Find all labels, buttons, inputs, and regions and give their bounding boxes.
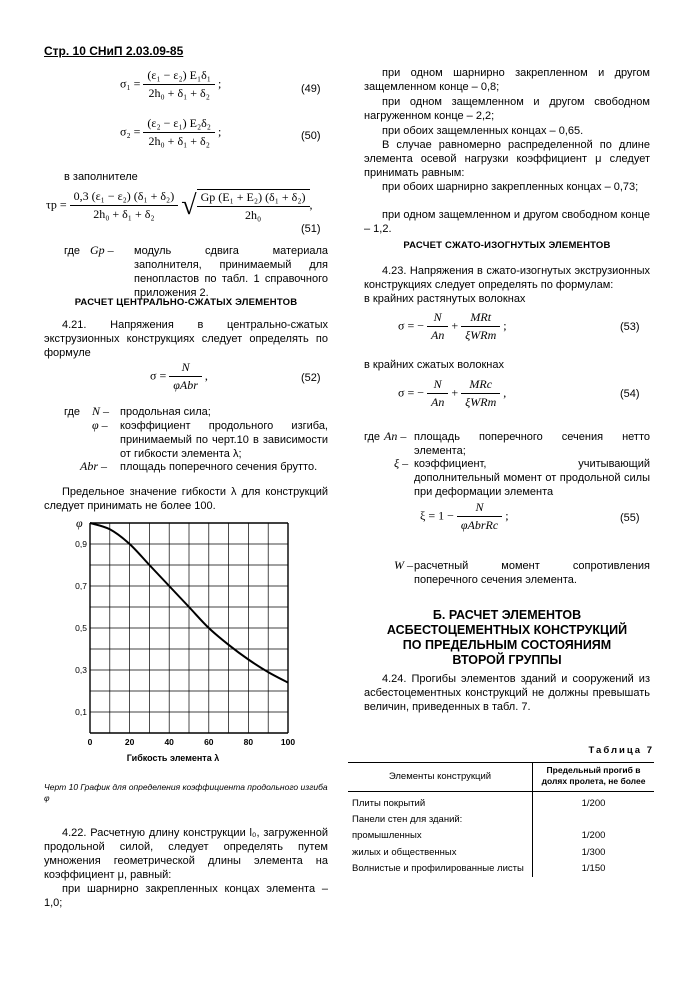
filler-label: в заполнителе bbox=[64, 171, 138, 183]
gp-definition: модуль сдвига материала заполнителя, принимаемый для пенопластов по табл. 1 справочного приложения 2. bbox=[134, 245, 328, 300]
chart-ticks bbox=[75, 539, 295, 747]
an-symbol: An – bbox=[384, 429, 407, 443]
equation-53 bbox=[398, 310, 507, 344]
table-row bbox=[348, 792, 654, 813]
eq55-numerator: N bbox=[457, 500, 502, 517]
eq53-tail: ; bbox=[503, 318, 507, 333]
table-row bbox=[348, 845, 654, 861]
big-heading-line-2: АСБЕСТОЦЕМЕНТНЫХ КОНСТРУКЦИЙ bbox=[386, 623, 628, 637]
x-tick-label: 100 bbox=[280, 737, 296, 747]
table-header-elements: Элементы конструкций bbox=[348, 763, 533, 792]
table-row bbox=[348, 861, 654, 877]
eq51-numerator-2: Gp (E₁ + E₂) (δ₁ + δ₂) bbox=[197, 190, 310, 207]
eq54-plus: + bbox=[451, 385, 459, 400]
eq52-lhs: σ = bbox=[150, 368, 167, 383]
eq54-lhs: σ = − bbox=[398, 385, 425, 400]
eq53-number: (53) bbox=[620, 321, 640, 333]
x-tick-label: 60 bbox=[204, 737, 214, 747]
n-definition: продольная сила; bbox=[120, 406, 211, 418]
eq52-numerator: N bbox=[169, 360, 202, 377]
table-cell-value: 1/150 bbox=[581, 862, 606, 874]
eq50-denominator: 2h₀ + δ₁ + δ₂ bbox=[148, 134, 210, 149]
gp-symbol: Gp – bbox=[90, 243, 114, 257]
table-row bbox=[348, 828, 654, 844]
chart-y-label: φ bbox=[76, 516, 83, 530]
page-header: Стр. 10 СНиП 2.03.09-85 bbox=[44, 44, 184, 58]
big-heading-line-3: ПО ПРЕДЕЛЬНЫМ СОСТОЯНИЯМ bbox=[402, 638, 612, 652]
eq49-lhs: σ₁ = bbox=[120, 76, 141, 91]
paragraph-4-24: 4.24. Прогибы элементов зданий и сооружений из асбестоцементных конструкций не должны превышать величин, приведенных в табл. 7. bbox=[364, 673, 650, 714]
sqrt-sign: √ bbox=[181, 190, 197, 221]
x-tick-label: 80 bbox=[243, 737, 254, 747]
eq55-number: (55) bbox=[620, 512, 640, 524]
eq49-numerator: (ε₁ − ε₂) E₁δ₁ bbox=[143, 68, 215, 85]
where-label-right: где bbox=[364, 431, 381, 443]
eq50-lhs: σ₂ = bbox=[120, 124, 141, 139]
eq54-frac2-den: ξWRm bbox=[465, 395, 497, 410]
equation-49 bbox=[120, 68, 221, 102]
w-definition: расчетный момент сопротивления поперечного сечения элемента. bbox=[414, 560, 650, 587]
abr-symbol: Abr – bbox=[80, 459, 107, 473]
eq51-number: (51) bbox=[301, 223, 321, 235]
eq52-tail: , bbox=[204, 368, 208, 383]
big-section-heading bbox=[364, 608, 650, 668]
table-cell-name: Волнистые и профилированные листы bbox=[348, 861, 533, 877]
x-tick-label: 0 bbox=[87, 737, 93, 747]
right-p3: при обоих защемленных концах – 0,65. bbox=[382, 125, 584, 137]
eq54-number: (54) bbox=[620, 388, 640, 400]
eq53-frac2-den: ξWRm bbox=[465, 328, 497, 343]
eq49-tail: ; bbox=[217, 76, 222, 91]
an-definition: площадь поперечного сечения нетто элемента; bbox=[414, 431, 650, 458]
chart-grid bbox=[90, 523, 288, 733]
eq51-numerator-1: 0,3 (ε₁ − ε₂) (δ₁ + δ₂) bbox=[70, 189, 179, 206]
table-cell-value: 1/200 bbox=[581, 830, 606, 842]
x-tick-label: 40 bbox=[164, 737, 174, 747]
eq55-lhs: ξ = 1 − bbox=[420, 508, 454, 523]
equation-52 bbox=[150, 360, 208, 394]
paragraph-4-22: 4.22. Расчетную длину конструкции l₀, загруженной продольной силой, следует определять путем умножения геометрической длины элемента на коэффициент μ, равный: bbox=[44, 827, 328, 882]
table-cell-name: Панели стен для зданий: bbox=[348, 812, 533, 828]
right-p5: при обоих шарнирно закрепленных концах – 0,73; bbox=[382, 181, 639, 193]
abr-definition: площадь поперечного сечения брутто. bbox=[120, 461, 318, 473]
eq51-tail: , bbox=[309, 197, 313, 212]
eq51-denominator-2: 2h₀ bbox=[244, 207, 262, 222]
table-cell-name: Плиты покрытий bbox=[348, 792, 533, 813]
big-heading-line-1: Б. РАСЧЕТ ЭЛЕМЕНТОВ bbox=[432, 608, 582, 622]
table-cell-value: 1/200 bbox=[581, 798, 606, 810]
eq50-tail: ; bbox=[217, 124, 222, 139]
right-p2: при одном защемленном и другом свободном нагруженном конце – 2,2; bbox=[364, 96, 650, 123]
table-cell-name: жилых и общественных bbox=[348, 845, 533, 861]
right-p1: при одном шарнирно закрепленном и другом защемленном конце – 0,8; bbox=[364, 67, 650, 94]
eq49-denominator: 2h₀ + δ₁ + δ₂ bbox=[148, 86, 210, 101]
y-tick-label: 0,5 bbox=[75, 623, 87, 633]
paragraph-4-21: 4.21. Напряжения в центрально-сжатых экструзионных конструкциях следует определять по формуле bbox=[44, 319, 328, 360]
w-symbol: W – bbox=[394, 558, 413, 572]
y-tick-label: 0,1 bbox=[75, 707, 87, 717]
eq50-numerator: (ε₂ − ε₁) E₂δ₂ bbox=[143, 116, 215, 133]
paragraph-4-23-b: в крайних растянутых волокнах bbox=[364, 293, 526, 305]
equation-51 bbox=[46, 188, 313, 224]
paragraph-4-23-c: в крайних сжатых волокнах bbox=[364, 359, 504, 371]
eq53-frac1-den: An bbox=[431, 328, 445, 343]
table-cell-value: 1/300 bbox=[581, 846, 606, 858]
table-row bbox=[348, 812, 654, 828]
eq52-denominator: φAbr bbox=[173, 378, 198, 393]
chart-x-label: Гибкость элемента λ bbox=[126, 753, 220, 763]
x-tick-label: 20 bbox=[124, 737, 135, 747]
where-label: где bbox=[64, 406, 81, 418]
eq53-frac1-num: N bbox=[427, 310, 448, 327]
eq51-lhs: τp = bbox=[46, 197, 67, 212]
paragraph-4-22-b: при шарнирно закрепленных концах элемента – 1,0; bbox=[44, 883, 328, 910]
table-7 bbox=[348, 762, 654, 877]
table-cell-name: промышленных bbox=[348, 828, 533, 844]
section-heading-bend: РАСЧЕТ СЖАТО-ИЗОГНУТЫХ ЭЛЕМЕНТОВ bbox=[403, 240, 611, 251]
eq54-frac1-num: N bbox=[427, 377, 448, 394]
eq53-plus: + bbox=[451, 318, 459, 333]
eq54-frac2-num: MRc bbox=[461, 377, 500, 394]
equation-54 bbox=[398, 377, 506, 411]
xi-definition: коэффициент, учитывающий дополнительный момент от продольной силы при деформации элемента bbox=[414, 458, 650, 499]
eq50-number: (50) bbox=[301, 130, 321, 142]
eq53-lhs: σ = − bbox=[398, 318, 425, 333]
paragraph-4-23: 4.23. Напряжения в сжато-изогнутых экструзионных конструкциях следует определять по формулам: bbox=[364, 265, 650, 292]
right-p4: В случае равномерно распределенной по длине элемента осевой нагрузки коэффициент μ следует принимать равным: bbox=[364, 139, 650, 180]
n-symbol: N – bbox=[92, 404, 110, 418]
phi-lambda-chart bbox=[44, 515, 314, 770]
eq51-denominator-1: 2h₀ + δ₁ + δ₂ bbox=[93, 207, 155, 222]
eq54-tail: , bbox=[503, 385, 507, 400]
eq52-number: (52) bbox=[301, 372, 321, 384]
chart-caption: Черт 10 График для определения коэффициента продольного изгиба φ bbox=[44, 782, 328, 803]
table-title: Таблица 7 bbox=[588, 745, 654, 756]
equation-55 bbox=[420, 500, 509, 534]
where-label-gp: где bbox=[64, 245, 81, 257]
eq54-frac1-den: An bbox=[431, 395, 445, 410]
eq55-denominator: φAbrRc bbox=[460, 518, 499, 533]
equation-50 bbox=[120, 116, 221, 150]
big-heading-line-4: ВТОРОЙ ГРУППЫ bbox=[452, 653, 562, 667]
y-tick-label: 0,3 bbox=[75, 665, 87, 675]
phi-symbol: φ – bbox=[92, 418, 108, 432]
y-tick-label: 0,9 bbox=[75, 539, 87, 549]
paragraph-limit: Предельное значение гибкости λ для конструкций следует принимать не более 100. bbox=[44, 486, 328, 513]
eq49-number: (49) bbox=[301, 83, 321, 95]
y-tick-label: 0,7 bbox=[75, 581, 87, 591]
table-header-deflection: Предельный прогиб в долях пролета, не более bbox=[541, 765, 646, 786]
right-p6: при одном защемленном и другом свободном конце – 1,2. bbox=[364, 209, 650, 236]
phi-definition: коэффициент продольного изгиба, принимаемый по черт.10 в зависимости от гибкости элемента λ; bbox=[120, 420, 328, 461]
section-heading-central: РАСЧЕТ ЦЕНТРАЛЬНО-СЖАТЫХ ЭЛЕМЕНТОВ bbox=[74, 297, 298, 308]
table-cell-value bbox=[533, 812, 655, 828]
xi-symbol: ξ – bbox=[394, 456, 409, 470]
eq55-tail: ; bbox=[505, 508, 509, 523]
eq53-frac2-num: MRt bbox=[461, 310, 500, 327]
